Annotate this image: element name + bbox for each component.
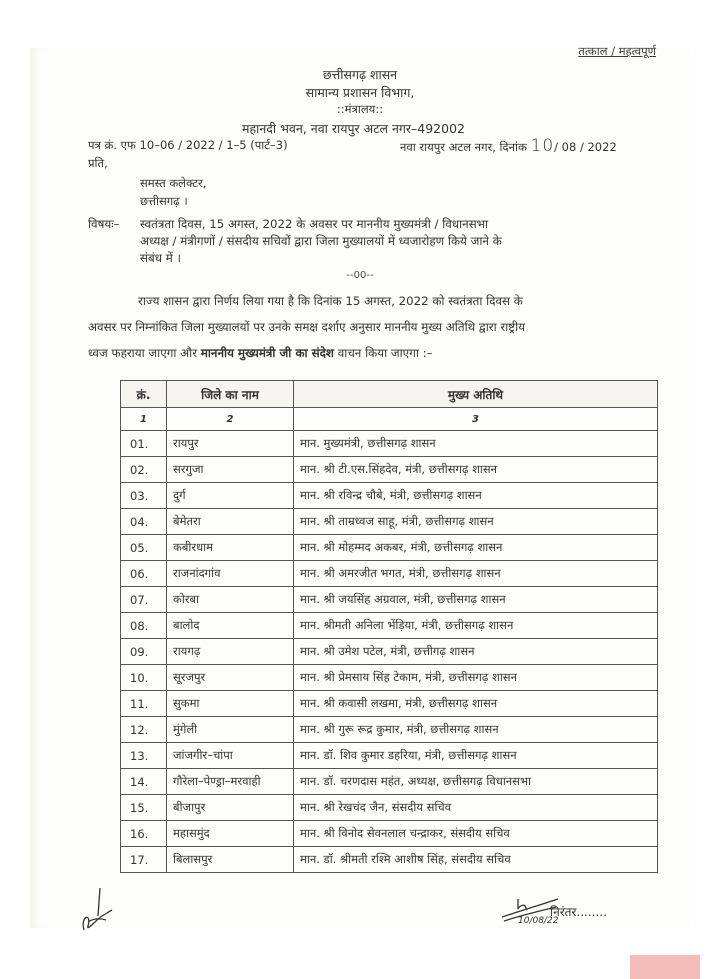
signature-date: 10/08/22 (518, 916, 559, 926)
chief-guest-cell: मान. श्री रविन्द्र चौबे, मंत्री, छत्तीसगढ़ शासन (294, 483, 658, 509)
serial-cell: 04. (121, 509, 167, 535)
serial-cell: 08. (121, 613, 167, 639)
table-row (121, 795, 658, 821)
chief-guest-cell: मान. श्री रेखचंद जैन, संसदीय सचिव (294, 795, 658, 821)
table-row (121, 743, 658, 769)
chief-guest-cell: मान. मुख्यमंत्री, छत्तीसगढ़ शासन (294, 431, 658, 457)
body-line-3-start: ध्वज फहराया जाएगा और (88, 346, 198, 360)
subject-line-2: अध्यक्ष / मंत्रीगणों / संसदीय सचिवों द्वारा जिला मुख्यालयों में ध्वजारोहण किये जाने के (140, 234, 502, 248)
table-row (121, 509, 658, 535)
table-row (121, 587, 658, 613)
serial-cell: 12. (121, 717, 167, 743)
district-cell: सरगुजा (167, 457, 294, 483)
serial-cell: 10. (121, 665, 167, 691)
serial-cell: 07. (121, 587, 167, 613)
initials-signature (78, 886, 118, 934)
table-row (121, 561, 658, 587)
district-cell: मुंगेली (167, 717, 294, 743)
document-page (30, 44, 690, 928)
date-handwritten: 10 (530, 136, 555, 156)
district-cell: कोरबा (167, 587, 294, 613)
government-name: छत्तीसगढ़ शासन (322, 67, 398, 82)
chief-guest-cell: मान. श्री मोहम्मद अकबर, मंत्री, छत्तीसगढ़ शासन (294, 535, 658, 561)
continued-label: निरंतर........ (550, 905, 607, 919)
overlay-box (630, 955, 700, 979)
table-index-row (121, 408, 658, 431)
serial-cell: 11. (121, 691, 167, 717)
table-row (121, 665, 658, 691)
chief-guest-cell: मान. श्री ताम्रध्वज साहू, मंत्री, छत्तीसगढ़ शासन (294, 509, 658, 535)
district-cell: कबीरधाम (167, 535, 294, 561)
serial-cell: 03. (121, 483, 167, 509)
chief-guest-cell: मान. श्री गुरू रूद्र कुमार, मंत्री, छत्तीसगढ़ शासन (294, 717, 658, 743)
place-date (400, 136, 617, 156)
serial-cell: 17. (121, 847, 167, 873)
office-name: ::मंत्रालय:: (336, 102, 384, 116)
chief-guest-cell: मान. डॉ. श्रीमती रश्मि आशीष सिंह, संसदीय सचिव (294, 847, 658, 873)
chief-guest-cell: मान. श्रीमती अनिला भेंड़िया, मंत्री, छत्तीसगढ़ शासन (294, 613, 658, 639)
table-row (121, 613, 658, 639)
recipient-line-2: छत्तीसगढ़ । (140, 194, 188, 208)
chief-guest-cell: मान. श्री कवासी लखमा, मंत्री, छत्तीसगढ़ शासन (294, 691, 658, 717)
district-cell: बिलासपुर (167, 847, 294, 873)
place-date-label: नवा रायपुर अटल नगर, दिनांक (400, 140, 527, 154)
table-row (121, 431, 658, 457)
subject-line-3: संबंध में । (140, 251, 181, 265)
separator: --00-- (346, 270, 374, 281)
date-printed: / 08 / 2022 (554, 140, 617, 154)
table-row (121, 535, 658, 561)
table-row (121, 769, 658, 795)
serial-cell: 06. (121, 561, 167, 587)
subject-label: विषयः– (88, 217, 120, 231)
body-line-3-end: वाचन किया जाएगा :– (337, 346, 433, 360)
serial-cell: 05. (121, 535, 167, 561)
serial-cell: 14. (121, 769, 167, 795)
district-cell: दुर्ग (167, 483, 294, 509)
district-cell: सुकमा (167, 691, 294, 717)
serial-cell: 16. (121, 821, 167, 847)
chief-guest-cell: मान. डॉ. शिव कुमार डहरिया, मंत्री, छत्तीसगढ़ शासन (294, 743, 658, 769)
recipient-line-1: समस्त कलेक्टर, (140, 176, 207, 190)
header-chief-guest: मुख्य अतिथि (294, 381, 658, 408)
table-row (121, 639, 658, 665)
urgency-label: तत्काल / महत्वपूर्ण (578, 44, 656, 58)
table-row (121, 717, 658, 743)
table-row (121, 847, 658, 873)
header-serial: क्रं. (121, 381, 167, 408)
office-address: महानदी भवन, नवा रायपुर अटल नगर–492002 (242, 121, 465, 136)
district-cell: जांजगीर–चांपा (167, 743, 294, 769)
table-header-row (121, 381, 658, 408)
district-cell: बीजापुर (167, 795, 294, 821)
serial-cell: 09. (121, 639, 167, 665)
serial-cell: 01. (121, 431, 167, 457)
table-row (121, 821, 658, 847)
serial-cell: 02. (121, 457, 167, 483)
district-cell: राजनांदगांव (167, 561, 294, 587)
index-3: 3 (294, 408, 658, 431)
body-line-3-bold: माननीय मुख्यमंत्री जी का संदेश (200, 346, 334, 360)
body-line-2: अवसर पर निम्नांकित जिला मुख्यालयों पर उनके समक्ष दर्शाए अनुसार माननीय मुख्य अतिथि द्वारा राष्ट्रीय (88, 320, 526, 334)
table-row (121, 457, 658, 483)
serial-cell: 13. (121, 743, 167, 769)
letter-number: पत्र क्रं. एफ 10–06 / 2022 / 1–5 (पार्ट–3) (88, 138, 288, 152)
chief-guest-cell: मान. श्री अमरजीत भगत, मंत्री, छत्तीसगढ़ शासन (294, 561, 658, 587)
subject-line-1: स्वतंत्रता दिवस, 15 अगस्त, 2022 के अवसर पर माननीय मुख्यमंत्री / विधानसभा (140, 217, 489, 231)
district-cell: गौरेला–पेण्ड्रा–मरवाही (167, 769, 294, 795)
chief-guest-cell: मान. श्री प्रेमसाय सिंह टेकाम, मंत्री, छत्तीसगढ़ शासन (294, 665, 658, 691)
district-cell: बालोद (167, 613, 294, 639)
index-1: 1 (121, 408, 167, 431)
chief-guest-cell: मान. श्री उमेश पटेल, मंत्री, छत्तीगढ़ शासन (294, 639, 658, 665)
prati-label: प्रति, (88, 156, 108, 170)
serial-cell: 15. (121, 795, 167, 821)
department-name: सामान्य प्रशासन विभाग, (305, 85, 415, 100)
table-row (121, 483, 658, 509)
chief-guest-cell: मान. श्री विनोद सेवनलाल चन्द्राकर, संसदीय सचिव (294, 821, 658, 847)
chief-guest-cell: मान. डॉ. चरणदास महंत, अध्यक्ष, छत्तीसगढ़ विधानसभा (294, 769, 658, 795)
chief-guest-table (120, 380, 658, 873)
chief-guest-cell: मान. श्री टी.एस.सिंहदेव, मंत्री, छत्तीसगढ़ शासन (294, 457, 658, 483)
chief-guest-cell: मान. श्री जयसिंह अग्रवाल, मंत्री, छत्तीसगढ़ शासन (294, 587, 658, 613)
body-line-3 (88, 340, 433, 366)
body-line-1: राज्य शासन द्वारा निर्णय लिया गया है कि दिनांक 15 अगस्त, 2022 को स्वतंत्रता दिवस के (138, 294, 523, 308)
district-cell: महासमुंद (167, 821, 294, 847)
district-cell: बेमेतरा (167, 509, 294, 535)
table-row (121, 691, 658, 717)
district-cell: रायपुर (167, 431, 294, 457)
district-cell: सूरजपुर (167, 665, 294, 691)
index-2: 2 (167, 408, 294, 431)
header-district: जिले का नाम (167, 381, 294, 408)
district-cell: रायगढ़ (167, 639, 294, 665)
